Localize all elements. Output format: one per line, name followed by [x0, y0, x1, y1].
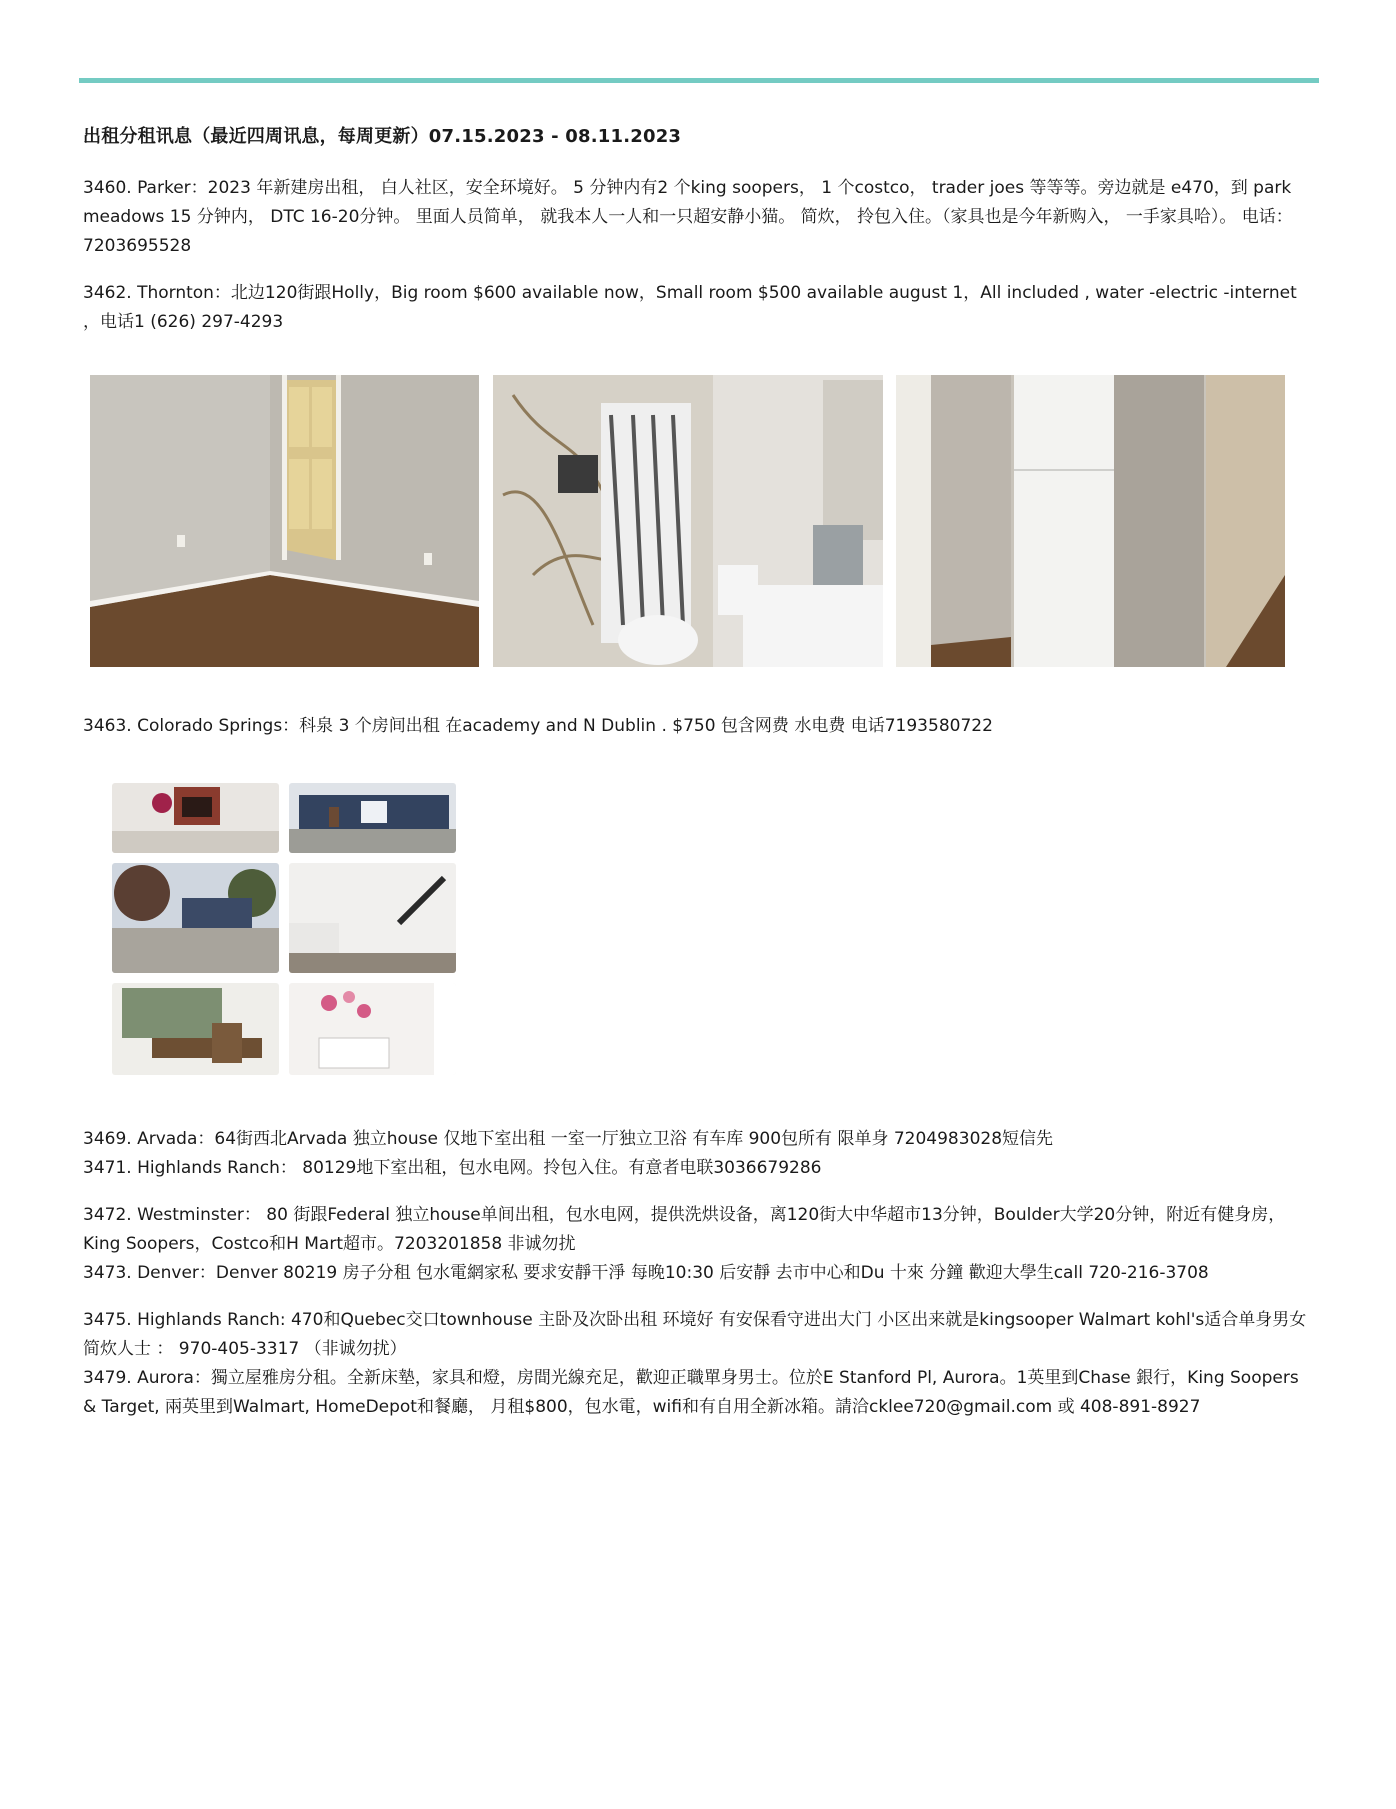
listing-3471: 3471. Highlands Ranch： 80129地下室出租，包水电网。拎包入住。有意者电联3036679286: [83, 1158, 822, 1178]
listing-3460: 3460. Parker：2023 年新建房出租， 白人社区，安全环境好。 5 分钟内有2 个king soopers， 1 个costco， trader joes 等等等。旁边就是 e470，到 park meadows 15 分钟内， DTC 16-20分钟。 里面人员简单， 就我本人一人和一只超安静小猫。 简炊， 拎包入住。（家具也是今年新购入， 一手家具哈）。 电话： 7203695528: [83, 178, 1293, 256]
listing-3463: 3463. Colorado Springs：科泉 3 个房间出租 在academy and N Dublin . $750 包含网费 水电费 电话7193580722: [83, 716, 993, 736]
photo-empty-room: [90, 375, 479, 667]
photo-bedroom: [289, 983, 456, 1075]
header-rule: [79, 78, 1319, 83]
listing-3469: 3469. Arvada：64街西北Arvada 独立house 仅地下室出租 一室一厅独立卫浴 有车库 900包所有 限单身 7204983028短信先: [83, 1129, 1054, 1149]
page-title: 出租分租讯息（最近四周讯息，每周更新）07.15.2023 - 08.11.2023: [83, 126, 682, 147]
listing-3479: 3479. Aurora：獨立屋雅房分租。全新床墊，家具和燈，房間光線充足，歡迎正職單身男士。位於E Stanford Pl, Aurora。1英里到Chase 銀行，King Soopers & Target, 兩英里到Walmart, HomeDepot和餐廳， 月租$800，包水電，wifi和有自用全新冰箱。請洽cklee720@gmail.com 或 408-891-8927: [83, 1368, 1299, 1417]
photo-refrigerator: [896, 375, 1285, 667]
photo-house-front: [289, 783, 456, 853]
listing-3472: 3472. Westminster： 80 街跟Federal 独立house单间出租，包水电网，提供洗烘设备，离120街大中华超市13分钟，Boulder大学20分钟，附近有健身房，King Soopers，Costco和H Mart超市。7203201858 非诚勿扰: [83, 1205, 1286, 1254]
listing-3463-photos: [112, 783, 458, 1075]
photo-house-yard: [112, 863, 279, 973]
listing-3463-block: [83, 712, 1313, 741]
listing-3473: 3473. Denver：Denver 80219 房子分租 包水電網家私 要求安靜干淨 每晚10:30 后安靜 去市中心和Du 十來 分鐘 歡迎大學生call 720-216-3708: [83, 1263, 1209, 1283]
photo-interior-stairs: [289, 863, 456, 973]
listing-section-bottom: [83, 1125, 1313, 1422]
listing-3475: 3475. Highlands Ranch: 470和Quebec交口townhouse 主卧及次卧出租 环境好 有安保看守进出大门 小区出来就是kingsooper Walmart kohl's适合单身男女 简炊人士 ： 970-405-3317 （非诚勿扰）: [83, 1310, 1307, 1359]
photo-dining-room: [112, 983, 279, 1075]
photo-living-room-fireplace: [112, 783, 279, 853]
photo-bathroom: [493, 375, 883, 667]
listing-3462: 3462. Thornton：北边120街跟Holly，Big room $600 available now，Small room $500 available august 1，All included , water -electric -internet ，电话1 (626) 297-4293: [83, 283, 1297, 332]
listing-section-top: [83, 122, 1303, 337]
listing-3462-photos: [90, 375, 1285, 667]
